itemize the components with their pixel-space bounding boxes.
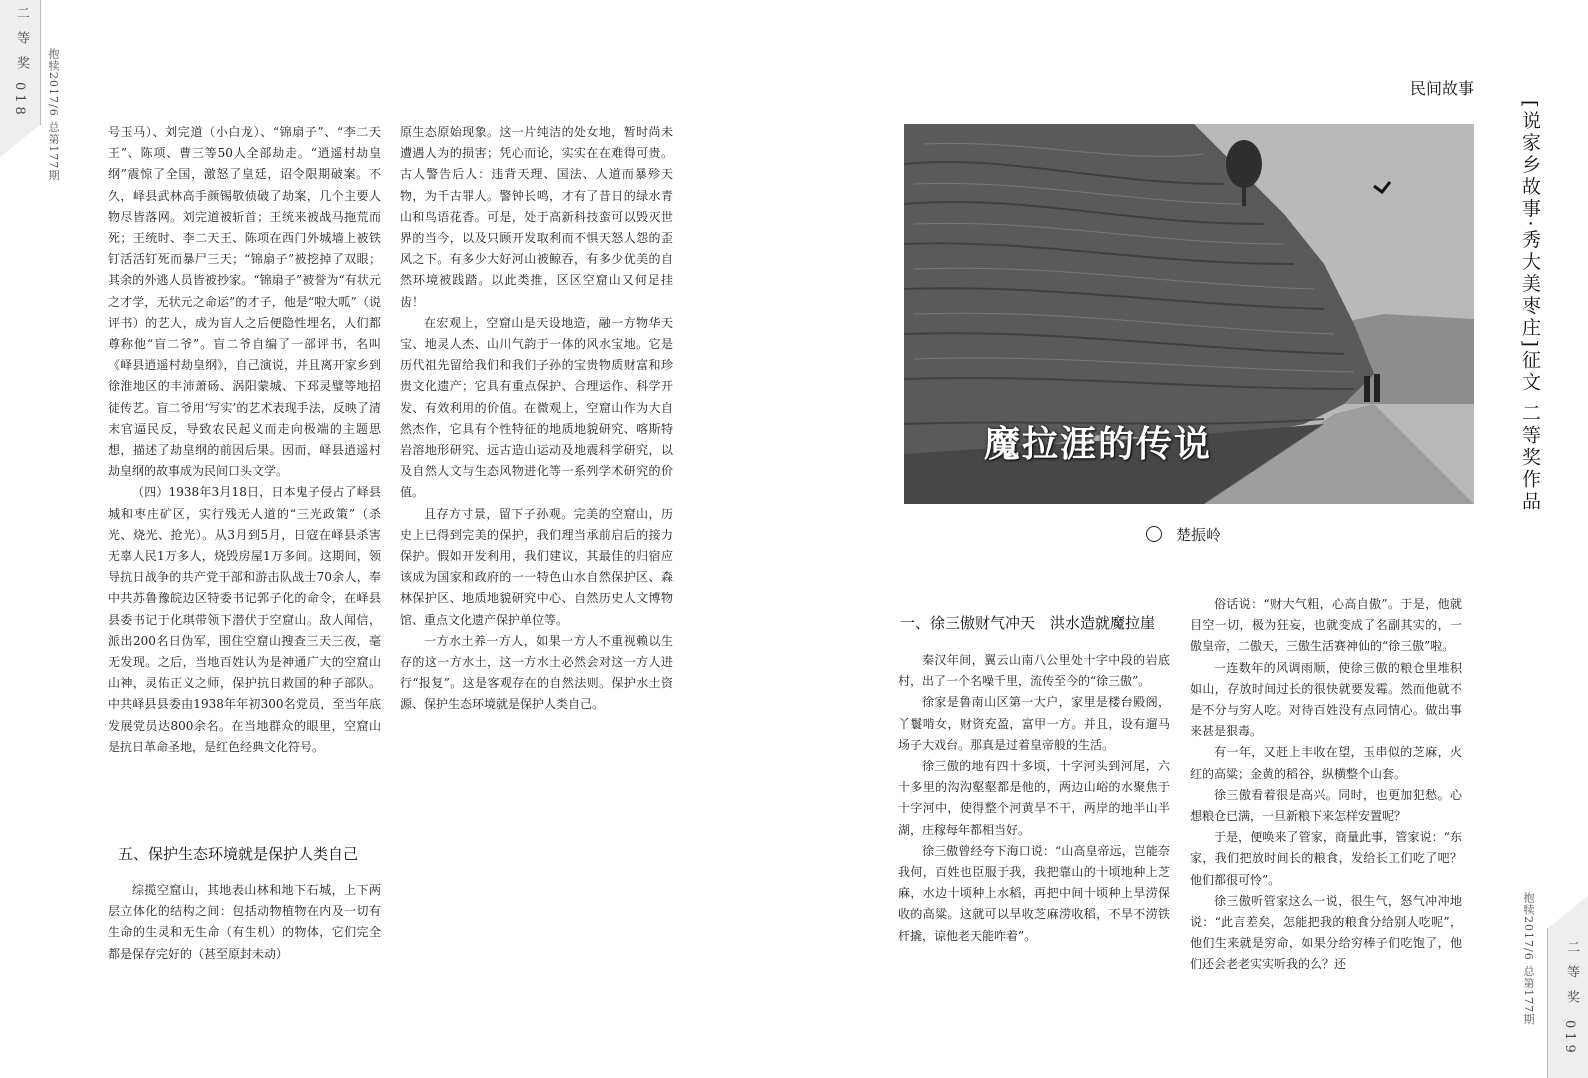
issue-info: 抱犊2017/6 总第177期	[1522, 892, 1535, 1026]
paragraph: 徐家是鲁南山区第一大户，家里是楼台殿阁，丫鬟啃女，财资充盈，富甲一方。并且，设有遛马场子大戏台。那真是过着皇帝般的生活。	[898, 695, 1170, 752]
cliff-photo	[904, 124, 1474, 504]
award-label: 二 等 奖	[1564, 940, 1579, 1008]
left-column-1	[108, 122, 381, 758]
paragraph: 徐三傲的地有四十多顷，十字河头到河尾，六十多里的沟沟壑壑都是他的，两边山峪的水聚焦于十字河中，使得整个河黄旱不干，两岸的地半山半湖，庄稼每年都相当好。	[898, 759, 1170, 837]
paragraph: 在宏观上，空窟山是天设地造，融一方物华天宝、地灵人杰、山川气韵于一体的风水宝地。它是历代祖先留给我们和我们子孙的宝贵物质财富和珍贵文化遗产；它具有重点保护、合理运作、科学开发、有效利用的价值。在微观上，空窟山作为大自然杰作，它具有个性特征的地质地貌研究、喀斯特岩溶地形研究、远古造山运动及地震科学研究，以及自然人文与生态风物进化等一系列学术研究的价值。	[400, 315, 673, 500]
paragraph: 一连数年的风调雨顺，使徐三傲的粮仓里堆积如山，存放时间过长的很快就要发霉。然而他就不是不分与穷人吃。对待百姓没有点同情心。做出事来甚是狠毒。	[1190, 660, 1462, 739]
paragraph: （四）1938年3月18日，日本鬼子侵占了峄县城和枣庄矿区，实行残无人道的“三光政策”（杀光、烧光、抢光）。从3月到5月，日寇在峄县杀害无辜人民1万多人，烧毁房屋1万多间。这期间，领导抗日战争的共产党干部和游击队战士70余人，奉中共苏鲁豫皖边区特委书记郭子化的命令，在峄县县委书记于化琪带领下潜伏于空窟山。敌人闻信，派出200名日伪军，围住空窟山搜查三天三夜，毫无发现。之后，当地百姓认为是神通广大的空窟山山神，灵佑正义之师，保护抗日救国的种子部队。中共峄县县委由1938年年初300名党员，至当年底发展党员达800余名。在当地群众的眼里，空窟山是抗日革命圣地，是红色经典文化符号。	[108, 485, 381, 754]
section-heading: 五、保护生态环境就是保护人类自己	[118, 845, 359, 863]
page-number: 019	[1562, 1020, 1577, 1057]
paragraph: 秦汉年间，翼云山南八公里处十字中段的岩底村，出了一个名噪千里，流传至今的“徐三傲”。	[898, 653, 1170, 689]
circle-icon	[1146, 526, 1162, 542]
right-column-1	[898, 650, 1170, 947]
paragraph: 号玉马）、刘完道（小白龙）、“锦扇子”、“李二天王”、陈项、曹三等50人全部劫走。“逍遥村劫皇纲”震惊了全国，激怒了皇廷，诏令限期破案。不久，峄县武林高手颜锡敬侦破了劫案，几个主要人物尽皆落网。刘完道被斩首；王统来被战马拖荒而死；王统时、李二天王、陈项在西门外城墙上被铁钉活活钉死而暴尸三天；“锦扇子”被挖掉了双眼；其余的外逃人员皆被抄家。“锦扇子”被誉为“有状元之才学，无状元之命运”的才子，他是“啦大呱”（说评书）的艺人，成为盲人之后便隐性埋名，人们都尊称他“盲二爷”。盲二爷自编了一部评书，名叫《峄县逍遥村劫皇纲》，自己演说，并且离开家乡到徐淮地区的丰沛萧砀、涡阳蒙城、下邳灵璧等地招徒传艺。盲二爷用‘写实’的艺术表现手法，反映了清末官逼民反，导致农民起义而走向极端的主题思想，描述了劫皇纲的前因后果。因而，峄县逍遥村劫皇纲的故事成为民间口头文学。	[108, 125, 381, 479]
paragraph: 徐三傲看着很是高兴。同时，也更加犯愁。心想粮仓已满，一旦新粮下来怎样安置呢？	[1190, 787, 1462, 824]
contest-title: [说家乡故事·秀大美枣庄]征文 二等奖作品	[1519, 100, 1541, 513]
story-title: 魔拉涯的传说	[984, 424, 1213, 465]
page-tab-left	[0, 0, 41, 125]
paragraph: 徐三傲听管家这么一说，很生气，怒气冲冲地说：“此言差矣，怎能把我的粮食分给别人吃呢”，他们生来就是穷命，如果分给穷棒子们吃饱了，他们还会老老实实听我的么？还	[1190, 893, 1462, 972]
issue-info: 抱犊2017/6 总第177期	[47, 48, 60, 182]
paragraph: 原生态原始现象。这一片纯洁的处女地，暂时尚未遭遇人为的损害；凭心而论，实实在在难得可贵。古人警告后人：违背天理、国法、人道而暴殄天物，为千古罪人。警钟长鸣，才有了昔日的绿水青山和鸟语花香。可是，处于高新科技蛮可以毁灭世界的当今，以及只顾开发取利而不惧天怒人怨的歪风之下。有多少大好河山被鲸吞，有多少优美的自然环境被践踏。以此类推，区区空窟山又何足挂齿！	[400, 125, 673, 309]
page-number: 018	[12, 82, 27, 119]
section-heading: 一、徐三傲财气冲天 洪水造就魔拉崖	[900, 614, 1156, 632]
paragraph: 有一年，又赶上丰收在望，玉串似的芝麻，火红的高粱；金黄的稻谷，纵横整个山套。	[1190, 745, 1462, 781]
right-page	[794, 0, 1588, 1078]
page-tab-right	[1547, 928, 1588, 1078]
paragraph: 综揽空窟山，其地表山林和地下石城，上下两层立体化的结构之间：包括动物植物在内及一切有生命的生灵和无生命（有生机）的物体，它们完全都是保存完好的（甚至原封未动）	[108, 883, 381, 961]
left-column-2	[400, 122, 673, 716]
author-line	[1146, 524, 1221, 545]
category-label: 民间故事	[1410, 79, 1475, 98]
left-column-1b	[108, 880, 381, 965]
paragraph: 于是，便唤来了管家，商量此事，管家说：“东家，我们把放时间长的粮食，发给长工们吃了吧？他们都很可怜”。	[1190, 830, 1462, 887]
paragraph: 俗话说：“财大气粗，心高自傲”。于是，他就目空一切，极为狂妄，也就变成了名副其实的，一傲皇帝，二傲天，三傲生活赛神仙的“徐三傲”啦。	[1190, 597, 1462, 654]
author-name: 楚振岭	[1176, 526, 1222, 544]
award-label: 二 等 奖	[14, 6, 29, 74]
paragraph: 一方水土养一方人，如果一方人不重视赖以生存的这一方水土，这一方水土必然会对这一方人进行“报复”。这是客观存在的自然法则。保护水土资源、保护生态环境就是保护人类自己。	[400, 633, 673, 712]
right-column-2	[1190, 594, 1462, 976]
paragraph: 徐三傲曾经夸下海口说：“山高皇帝远，岂能奈我何，百姓也臣服于我，我把靠山的十顷地种上芝麻，水边十顷种上水稻，再把中间十顷种上旱涝保收的高粱。这就可以旱收芝麻涝收稻，不旱不涝铁杆撬，谅他老天能咋着”。	[898, 843, 1170, 943]
paragraph: 且存方寸景，留下子孙观。完美的空窟山，历史上已得到完美的保护，我们理当承前启后的接力保护。假如开发利用，我们建议，其最佳的归宿应该成为国家和政府的一一特色山水自然保护区、森林保护区、地质地貌研究中心、自然历史人文博物馆、重点文化遗产保护单位等。	[400, 506, 673, 627]
